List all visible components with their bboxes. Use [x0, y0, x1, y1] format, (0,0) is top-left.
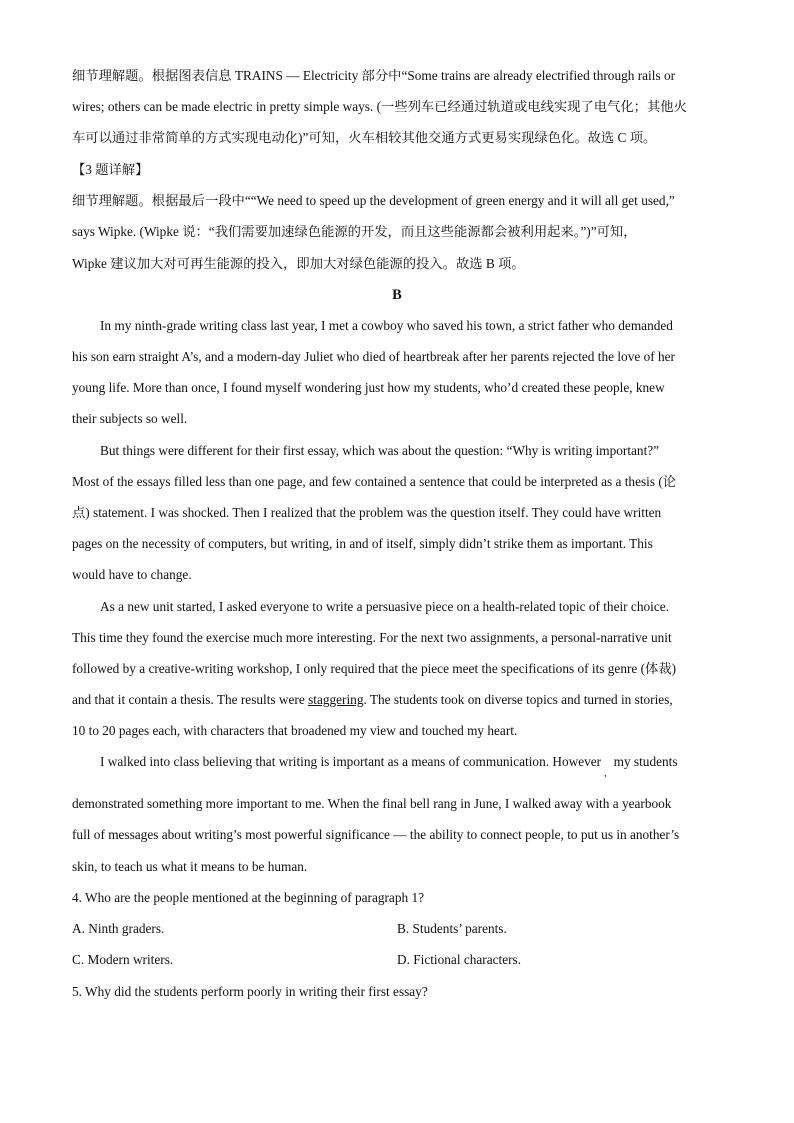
p2-line-2: Most of the essays filled less than one page, and few contained a sentence that could be interpreted as a thesis (论 [72, 474, 677, 489]
question-4: 4. Who are the people mentioned at the beginning of paragraph 1? [72, 890, 424, 905]
p2-line-5: would have to change. [72, 567, 192, 582]
explanation2-line-3: Wipke 建议加大对可再生能源的投入，即加大对绿色能源的投入。故选 B 项。 [72, 256, 525, 271]
p3-line-2: This time they found the exercise much more interesting. For the next two assignments, a personal-narrative unit [72, 630, 672, 645]
stray-comma: , [604, 768, 607, 779]
explanation-line-1: 细节理解题。根据图表信息 TRAINS — Electricity 部分中“Some trains are already electrified through rails or [72, 68, 676, 83]
explanation2-line-1: 细节理解题。根据最后一段中““We need to speed up the development of green energy and it will all get used,” [72, 193, 675, 208]
p1-line-2: his son earn straight A’s, and a modern-day Juliet who died of heartbreak after her parents rejected the love of her [72, 349, 675, 364]
p3-line-4-before: and that it contain a thesis. The results were [72, 692, 309, 707]
p4-line-4: skin, to teach us what it means to be human. [72, 859, 308, 874]
underlined-word: staggering [308, 692, 364, 707]
explanation2-line-2: says Wipke. (Wipke 说：“我们需要加速绿色能源的开发，而且这些能源都会被利用起来。”)”可知， [72, 224, 637, 239]
question-5: 5. Why did the students perform poorly in writing their first essay? [72, 984, 428, 999]
p2-line-3: 点) statement. I was shocked. Then I realized that the problem was the question itself. They could have written [72, 505, 662, 520]
p2-line-4: pages on the necessity of computers, but writing, in and of itself, simply didn’t strike them as important. This [72, 536, 653, 551]
p4-line-3: full of messages about writing’s most powerful significance — the ability to connect people, to put us in another’s [72, 827, 680, 842]
p3-line-4-after: . The students took on diverse topics and turned in stories, [363, 692, 673, 707]
p4-line-1-after: my students [613, 754, 678, 769]
p4-line-1-before: I walked into class believing that writing is important as a means of communication. However [100, 754, 602, 769]
q3-header: 【3 题详解】 [72, 162, 149, 177]
p2-line-1: But things were different for their first essay, which was about the question: “Why is writing important?” [100, 443, 660, 458]
explanation-line-3: 车可以通过非常简单的方式实现电动化)”可知，火车相较其他交通方式更易实现绿色化。故选 C 项。 [72, 130, 657, 145]
passage-title: B [392, 287, 402, 303]
p4-line-2: demonstrated something more important to me. When the final bell rang in June, I walked away with a yearbook [72, 796, 672, 811]
p4-line-1 [100, 753, 722, 779]
q4-option-c: C. Modern writers. [72, 952, 174, 967]
q4-option-a: A. Ninth graders. [72, 921, 165, 936]
q4-option-d: D. Fictional characters. [397, 952, 522, 967]
p1-line-3: young life. More than once, I found myself wondering just how my students, who’d created these people, knew [72, 380, 665, 395]
p1-line-4: their subjects so well. [72, 411, 188, 426]
p1-line-1: In my ninth-grade writing class last year, I met a cowboy who saved his town, a strict father who demanded [100, 318, 673, 333]
p3-line-1: As a new unit started, I asked everyone to write a persuasive piece on a health-related topic of their choice. [100, 599, 669, 614]
p3-line-5: 10 to 20 pages each, with characters that broadened my view and touched my heart. [72, 723, 518, 738]
explanation-line-2: wires; others can be made electric in pretty simple ways. (一些列车已经通过轨道或电线实现了电气化；其他火 [72, 99, 687, 114]
p3-line-4 [72, 691, 722, 709]
q4-option-b: B. Students’ parents. [397, 921, 507, 936]
p3-line-3: followed by a creative-writing workshop, I only required that the piece meet the specifications of its genre (体裁) [72, 661, 677, 676]
